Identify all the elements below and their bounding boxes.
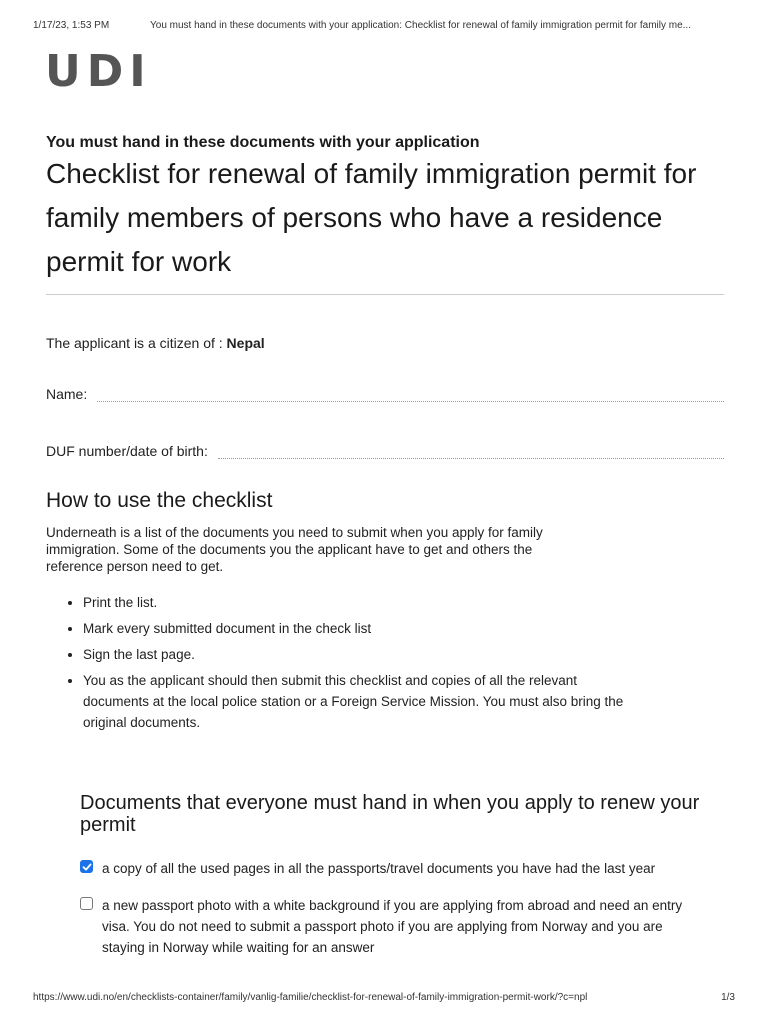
how-to-heading: How to use the checklist — [46, 489, 273, 512]
name-label: Name: — [46, 386, 88, 402]
citizenship-line — [46, 335, 265, 351]
step-item: • You as the applicant should then submit this checklist and copies of all the relevant documents at the local police station or a Foreign Service Mission. You must also bring the original documents. — [83, 670, 643, 733]
checkbox-checked[interactable] — [80, 860, 93, 873]
duf-label: DUF number/date of birth: — [46, 443, 208, 459]
page-kicker: You must hand in these documents with your application — [46, 134, 480, 151]
udi-logo[interactable]: UDI — [45, 46, 152, 97]
documents-section-heading: Documents that everyone must hand in when you apply to renew your permit — [80, 792, 700, 836]
name-fill-line — [97, 389, 724, 402]
step-item: • Print the list. — [83, 592, 643, 613]
checklist-item-text: a new passport photo with a white background if you are applying from abroad and need an entry visa. You do not need to submit a passport photo if you are applying from Norway and you are staying in Norway while waiting for an answer — [102, 898, 683, 955]
how-to-steps — [46, 592, 643, 738]
citizenship-label: The applicant is a citizen of : — [46, 335, 223, 351]
duf-field — [46, 443, 724, 459]
print-page-title: You must hand in these documents with your application: Checklist for renewal of family immigration permit for family me... — [150, 20, 691, 31]
print-date: 1/17/23, 1:53 PM — [33, 20, 110, 31]
step-item: • Mark every submitted document in the check list — [83, 618, 643, 639]
page-number: 1/3 — [721, 992, 735, 1003]
checklist-item-text: a copy of all the used pages in all the passports/travel documents you have had the last year — [102, 861, 656, 876]
citizenship-value: Nepal — [226, 335, 265, 351]
checkbox-unchecked[interactable] — [80, 897, 93, 910]
checkmark-icon — [82, 862, 92, 872]
title-divider — [46, 294, 724, 295]
how-to-intro: Underneath is a list of the documents you need to submit when you apply for family immigration. Some of the documents you the applicant have to get and others the reference person need to get. — [46, 525, 543, 574]
duf-fill-line — [218, 446, 724, 459]
page-url: https://www.udi.no/en/checklists-container/family/vanlig-familie/checklist-for-renewal-of-family-immigration-permit-work/?c=npl — [33, 992, 588, 1003]
checklist-item — [80, 858, 705, 879]
checklist-item — [80, 895, 705, 958]
name-field — [46, 386, 724, 402]
page-title: Checklist for renewal of family immigration permit for family members of persons who have a residence permit for work — [46, 158, 697, 277]
step-item: • Sign the last page. — [83, 644, 643, 665]
